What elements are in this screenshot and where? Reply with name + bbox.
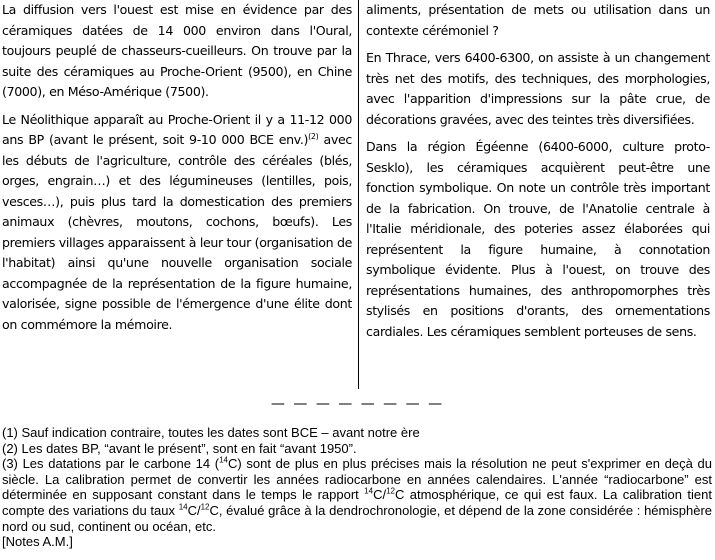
column-divider <box>358 0 359 389</box>
superscript-14: 14 <box>219 455 229 465</box>
footnotes <box>2 425 712 550</box>
footnote-3-text-b: C) sont de plus en plus précises mais la résolution ne peut s'exprimer en deçà du siècle. La calibration permet de convertir les années radiocarbone en années calendaires. L'année “radiocarbone” est déterminée en supposant constant dans le temps le rapport <box>2 456 712 503</box>
paragraph-neolithic <box>2 110 352 336</box>
left-column <box>2 0 352 342</box>
paragraph-ceremonial-context: aliments, présentation de mets ou utilisation dans un contexte cérémoniel ? <box>366 2 710 38</box>
footnote-3-text-f: C, évalué grâce à la dendrochronologie, et dépend de la zone considérée : hémisphère nord ou sud, continent ou océan, etc. <box>2 502 712 534</box>
footnote-1: (1) Sauf indication contraire, toutes les dates sont BCE – avant notre ère <box>2 425 420 440</box>
paragraph-aegean: Dans la région Égéenne (6400-6000, culture proto-Sesklo), les céramiques acquièrent peut-être une fonction symbolique. On note un contrôle très important de la fabrication. On trouve, de l'Anatolie centrale à l'Italie méridionale, des poteries assez élaborées qui représentent la figure humaine, à connotation symbolique évidente. Plus à l'ouest, on trouve des représentations humaines, des anthropomorphes très stylisés en positions d'orants, des ornementations cardiales. Les céramiques semblent porteuses de sens. <box>366 139 710 339</box>
section-separator: — — — — — — — — <box>270 396 445 412</box>
footnote-3-text-c: C/ <box>373 487 387 503</box>
footnote-3-text-a: (3) Les datations par le carbone 14 ( <box>2 456 220 472</box>
superscript-12: 12 <box>386 487 395 497</box>
footnote-2: (2) Les dates BP, “avant le présent”, sont en fait “avant 1950”. <box>2 440 357 456</box>
right-column <box>366 0 710 349</box>
footnote-3 <box>2 456 712 534</box>
notes-signature: [Notes A.M.] <box>2 534 73 550</box>
neolithic-text-start: Le Néolithique apparaît au Proche-Orient il y a 11-12 000 ans BP (avant le présent, soit 9-10 000 BCE env.) <box>2 111 352 147</box>
footnote-3-text-d: C atmosphérique, ce qui est faux. La calibration tient compte des variations du taux <box>2 487 712 518</box>
superscript-12: 12 <box>200 502 210 512</box>
superscript-14: 14 <box>178 502 188 512</box>
footnote-3-text-e: C/ <box>187 502 201 518</box>
paragraph-thrace: En Thrace, vers 6400-6300, on assiste à un changement très net des motifs, des techniques, des morphologies, avec l'apparition d'impressions sur la pâte crue, de décorations gravées, avec des teintes très diversifiées. <box>366 50 710 127</box>
footnote-ref-2: (2) <box>308 131 319 141</box>
neolithic-text-end: avec les débuts de l'agriculture, contrôle des céréales (blés, orges, engrain…) et des légumineuses (lentilles, pois, vesces…), puis plus tard la domestication des premiers animaux (chèvres, moutons, cochons, bœufs). Les premiers villages apparaissent à leur tour (organisation de l'habitat) ainsi qu'une nouvelle organisation sociale accompagnée de la représentation de la figure humaine, valorisée, signe possible de l'émergence d'une élite dont on commémore la mémoire. <box>2 132 352 332</box>
paragraph-ceramic-diffusion: La diffusion vers l'ouest est mise en évidence par des céramiques datées de 14 000 environ dans l'Oural, toujours peuplé de chasseurs-cueilleurs. On trouve par la suite des céramiques au Proche-Orient (9500), en Chine (7000), en Méso-Amérique (7500). <box>2 2 352 99</box>
superscript-14: 14 <box>364 487 374 497</box>
